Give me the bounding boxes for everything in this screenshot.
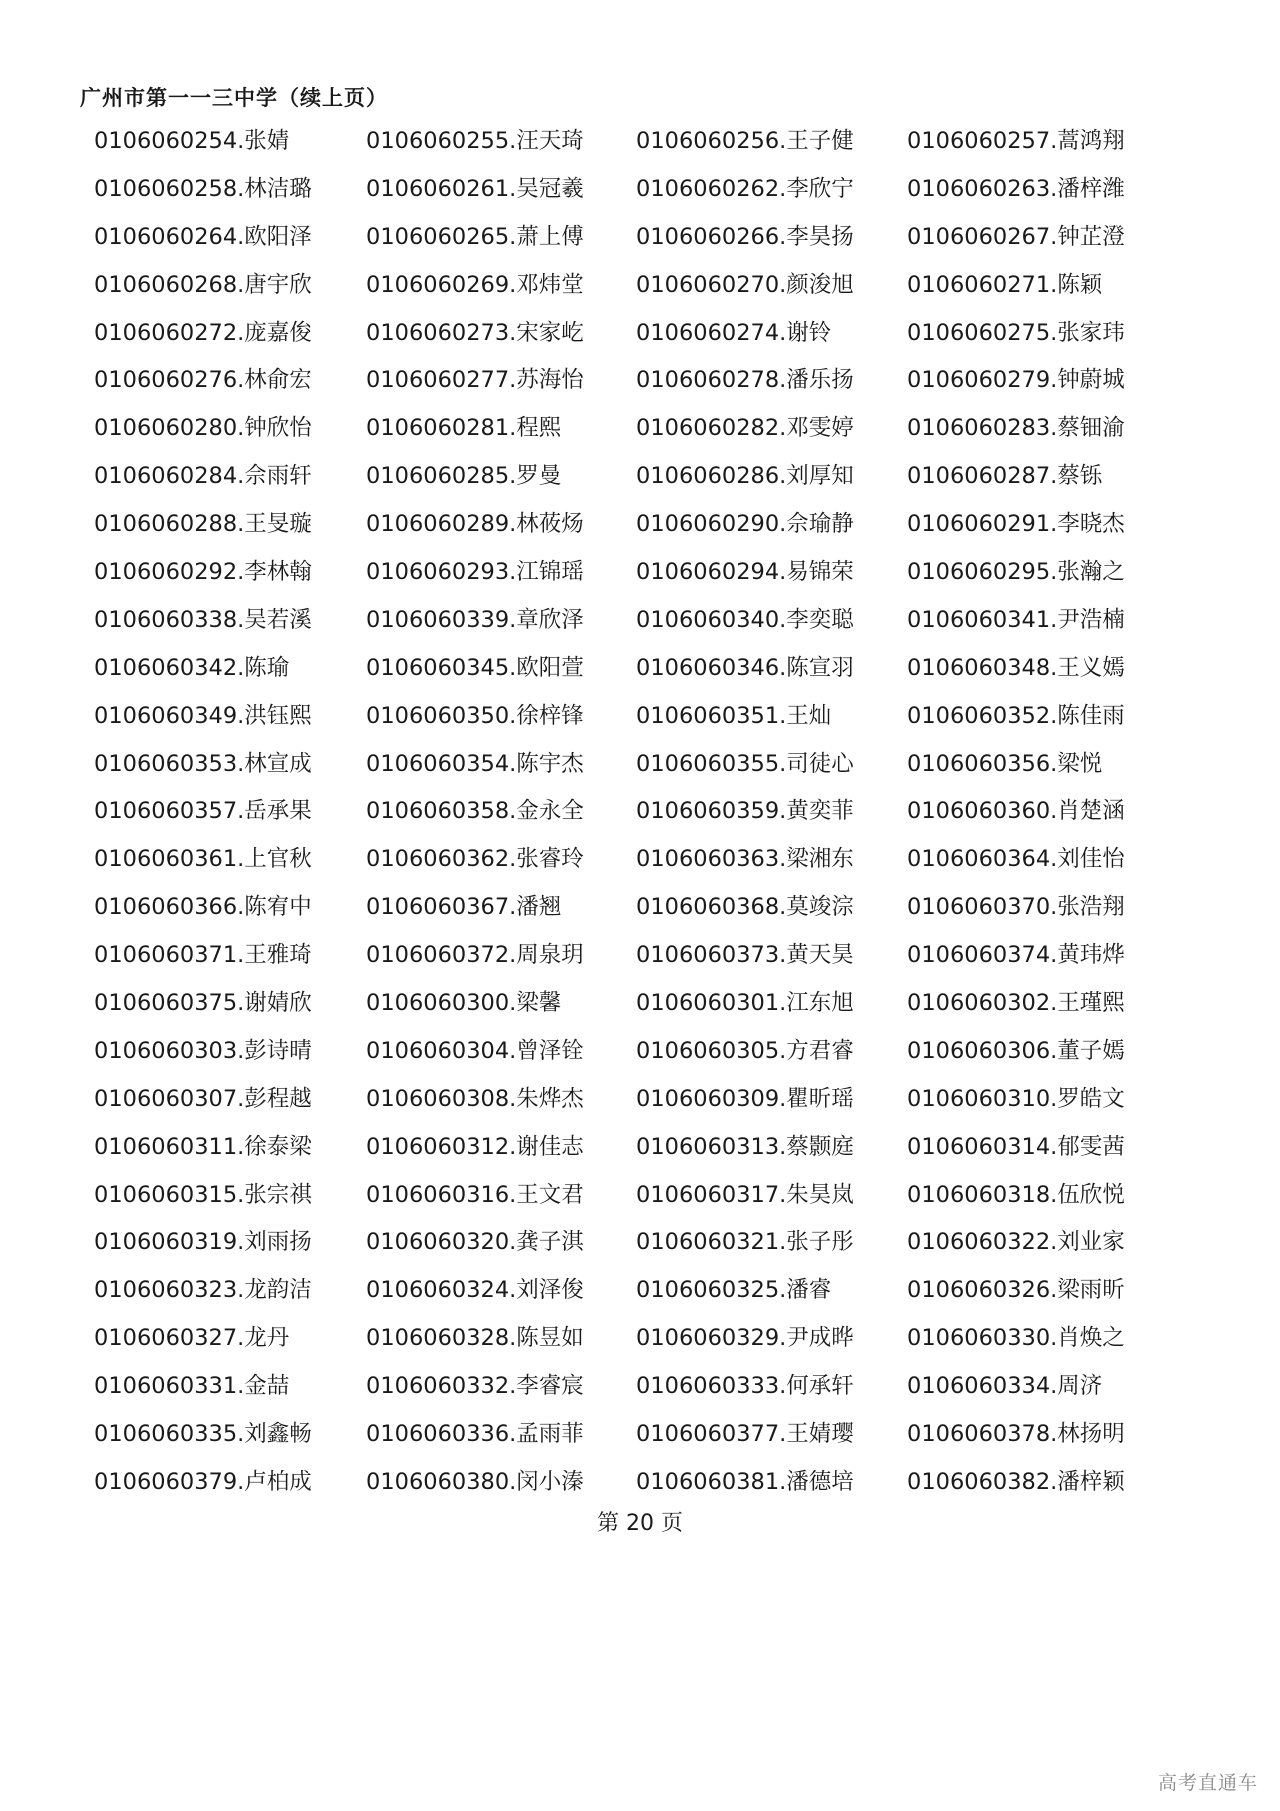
roster-row (0, 166, 1280, 214)
student-entry: 0106060362.张睿玲 (366, 846, 584, 873)
student-entry: 0106060322.刘业家 (907, 1229, 1125, 1256)
student-entry: 0106060273.宋家屹 (366, 319, 584, 346)
student-entry: 0106060372.周泉玥 (366, 942, 584, 969)
roster-row (0, 741, 1280, 789)
student-entry: 0106060366.陈宥中 (94, 894, 312, 921)
student-entry: 0106060338.吴若溪 (94, 606, 312, 633)
student-entry: 0106060378.林扬明 (907, 1421, 1125, 1448)
student-entry: 0106060331.金喆 (94, 1373, 290, 1400)
student-entry: 0106060272.庞嘉俊 (94, 319, 312, 346)
roster-row (0, 1028, 1280, 1076)
student-entry: 0106060332.李睿宸 (366, 1373, 584, 1400)
student-entry: 0106060335.刘鑫畅 (94, 1421, 312, 1448)
student-entry: 0106060254.张婧 (94, 128, 290, 154)
student-entry: 0106060321.张子彤 (636, 1229, 854, 1256)
watermark: 高考直通车 (1157, 1772, 1258, 1794)
student-entry: 0106060262.李欣宁 (636, 175, 854, 202)
student-entry: 0106060326.梁雨昕 (907, 1277, 1125, 1304)
roster-row (0, 118, 1280, 166)
student-entry: 0106060371.王雅琦 (94, 942, 312, 969)
student-entry: 0106060323.龙韵洁 (94, 1277, 312, 1304)
roster-row (0, 501, 1280, 549)
student-entry: 0106060295.张瀚之 (907, 559, 1125, 586)
student-entry: 0106060266.李昊扬 (636, 223, 854, 250)
student-entry: 0106060291.李晓杰 (907, 511, 1125, 538)
student-entry: 0106060346.陈宣羽 (636, 654, 854, 681)
student-entry: 0106060350.徐梓锋 (366, 702, 584, 729)
student-entry: 0106060329.尹成晔 (636, 1325, 854, 1352)
student-entry: 0106060282.邓雯婷 (636, 415, 854, 442)
student-entry: 0106060284.佘雨轩 (94, 463, 312, 490)
student-entry: 0106060377.王婧璎 (636, 1421, 854, 1448)
student-entry: 0106060357.岳承果 (94, 798, 312, 825)
student-entry: 0106060292.李林翰 (94, 559, 312, 586)
student-entry: 0106060379.卢柏成 (94, 1468, 312, 1495)
student-entry: 0106060367.潘翘 (366, 894, 562, 921)
student-entry: 0106060281.程熙 (366, 415, 562, 442)
roster-row (0, 1076, 1280, 1124)
student-entry: 0106060265.萧上傅 (366, 223, 584, 250)
student-entry: 0106060293.江锦瑶 (366, 559, 584, 586)
roster-row (0, 597, 1280, 645)
student-entry: 0106060268.唐宇欣 (94, 271, 312, 298)
student-entry: 0106060264.欧阳泽 (94, 223, 312, 250)
student-entry: 0106060340.李奕聪 (636, 606, 854, 633)
student-entry: 0106060341.尹浩楠 (907, 606, 1125, 633)
student-entry: 0106060286.刘厚知 (636, 463, 854, 490)
page-number: 第 20 页 (597, 1511, 683, 1536)
student-entry: 0106060256.王子健 (636, 128, 854, 154)
student-entry: 0106060317.朱昊岚 (636, 1181, 854, 1208)
student-entry: 0106060263.潘梓潍 (907, 175, 1125, 202)
roster-row (0, 1363, 1280, 1411)
student-entry: 0106060352.陈佳雨 (907, 702, 1125, 729)
roster-row (0, 1172, 1280, 1220)
student-entry: 0106060310.罗皓文 (907, 1085, 1125, 1112)
student-entry: 0106060373.黄天昊 (636, 942, 854, 969)
student-entry: 0106060361.上官秋 (94, 846, 312, 873)
roster-row (0, 645, 1280, 693)
roster-row (0, 1459, 1280, 1507)
student-entry: 0106060381.潘德培 (636, 1468, 854, 1495)
student-entry: 0106060267.钟芷澄 (907, 223, 1125, 250)
student-entry: 0106060277.苏海怡 (366, 367, 584, 394)
student-entry: 0106060351.王灿 (636, 702, 832, 729)
roster-row (0, 549, 1280, 597)
student-entry: 0106060320.龚子淇 (366, 1229, 584, 1256)
roster-row (0, 1267, 1280, 1315)
roster-row (0, 453, 1280, 501)
student-entry: 0106060305.方君睿 (636, 1037, 854, 1064)
student-entry: 0106060316.王文君 (366, 1181, 584, 1208)
student-entry: 0106060336.孟雨菲 (366, 1421, 584, 1448)
student-entry: 0106060302.王瑾熙 (907, 990, 1125, 1017)
student-entry: 0106060364.刘佳怡 (907, 846, 1125, 873)
student-roster (0, 118, 1280, 1507)
student-entry: 0106060304.曾泽铨 (366, 1037, 584, 1064)
student-entry: 0106060288.王旻璇 (94, 511, 312, 538)
student-entry: 0106060257.蒿鸿翔 (907, 128, 1125, 154)
roster-row (0, 788, 1280, 836)
student-entry: 0106060339.章欣泽 (366, 606, 584, 633)
student-entry: 0106060308.朱烨杰 (366, 1085, 584, 1112)
student-entry: 0106060348.王义嫣 (907, 654, 1125, 681)
student-entry: 0106060307.彭程越 (94, 1085, 312, 1112)
student-entry: 0106060287.蔡铄 (907, 463, 1103, 490)
student-entry: 0106060354.陈宇杰 (366, 750, 584, 777)
student-entry: 0106060274.谢铃 (636, 319, 832, 346)
student-entry: 0106060290.佘瑜静 (636, 511, 854, 538)
roster-row (0, 884, 1280, 932)
student-entry: 0106060294.易锦荣 (636, 559, 854, 586)
roster-row (0, 1411, 1280, 1459)
roster-row (0, 693, 1280, 741)
student-entry: 0106060261.吴冠羲 (366, 175, 584, 202)
student-entry: 0106060318.伍欣悦 (907, 1181, 1125, 1208)
student-entry: 0106060255.汪天琦 (366, 128, 584, 154)
student-entry: 0106060283.蔡钿渝 (907, 415, 1125, 442)
student-entry: 0106060375.谢婧欣 (94, 990, 312, 1017)
student-entry: 0106060314.郁雯茜 (907, 1133, 1125, 1160)
roster-row (0, 405, 1280, 453)
student-entry: 0106060271.陈颖 (907, 271, 1103, 298)
student-entry: 0106060301.江东旭 (636, 990, 854, 1017)
page-heading: 广州市第一一三中学（续上页） (80, 86, 388, 110)
student-entry: 0106060285.罗曼 (366, 463, 562, 490)
student-entry: 0106060303.彭诗晴 (94, 1037, 312, 1064)
student-entry: 0106060330.肖焕之 (907, 1325, 1125, 1352)
student-entry: 0106060258.林洁璐 (94, 175, 312, 202)
roster-row (0, 262, 1280, 310)
student-entry: 0106060328.陈昱如 (366, 1325, 584, 1352)
student-entry: 0106060327.龙丹 (94, 1325, 290, 1352)
student-entry: 0106060368.莫竣淙 (636, 894, 854, 921)
student-entry: 0106060289.林莜炀 (366, 511, 584, 538)
student-entry: 0106060279.钟蔚城 (907, 367, 1125, 394)
student-entry: 0106060349.洪钰熙 (94, 702, 312, 729)
student-entry: 0106060278.潘乐扬 (636, 367, 854, 394)
student-entry: 0106060334.周济 (907, 1373, 1103, 1400)
student-entry: 0106060370.张浩翔 (907, 894, 1125, 921)
student-entry: 0106060380.闵小溱 (366, 1468, 584, 1495)
student-entry: 0106060342.陈瑜 (94, 654, 290, 681)
roster-row (0, 980, 1280, 1028)
student-entry: 0106060333.何承轩 (636, 1373, 854, 1400)
student-entry: 0106060319.刘雨扬 (94, 1229, 312, 1256)
roster-row (0, 214, 1280, 262)
student-entry: 0106060313.蔡颢庭 (636, 1133, 854, 1160)
student-entry: 0106060355.司徒心 (636, 750, 854, 777)
student-entry: 0106060275.张家玮 (907, 319, 1125, 346)
student-entry: 0106060312.谢佳志 (366, 1133, 584, 1160)
roster-row (0, 1219, 1280, 1267)
student-entry: 0106060345.欧阳萱 (366, 654, 584, 681)
student-entry: 0106060374.黄玮烨 (907, 942, 1125, 969)
student-entry: 0106060358.金永全 (366, 798, 584, 825)
student-entry: 0106060309.瞿昕瑶 (636, 1085, 854, 1112)
roster-row (0, 932, 1280, 980)
roster-row (0, 357, 1280, 405)
student-entry: 0106060360.肖楚涵 (907, 798, 1125, 825)
student-entry: 0106060311.徐泰梁 (94, 1133, 312, 1160)
student-entry: 0106060325.潘睿 (636, 1277, 832, 1304)
student-entry: 0106060306.董子嫣 (907, 1037, 1125, 1064)
student-entry: 0106060353.林宣成 (94, 750, 312, 777)
student-entry: 0106060269.邓炜堂 (366, 271, 584, 298)
student-entry: 0106060276.林俞宏 (94, 367, 312, 394)
roster-row (0, 836, 1280, 884)
student-entry: 0106060356.梁悦 (907, 750, 1103, 777)
student-entry: 0106060363.梁湘东 (636, 846, 854, 873)
roster-row (0, 1315, 1280, 1363)
student-entry: 0106060280.钟欣怡 (94, 415, 312, 442)
student-entry: 0106060359.黄奕菲 (636, 798, 854, 825)
student-entry: 0106060382.潘梓颖 (907, 1468, 1125, 1495)
student-entry: 0106060270.颜浚旭 (636, 271, 854, 298)
roster-row (0, 310, 1280, 358)
roster-row (0, 1124, 1280, 1172)
student-entry: 0106060315.张宗祺 (94, 1181, 312, 1208)
student-entry: 0106060324.刘泽俊 (366, 1277, 584, 1304)
student-entry: 0106060300.梁馨 (366, 990, 562, 1017)
